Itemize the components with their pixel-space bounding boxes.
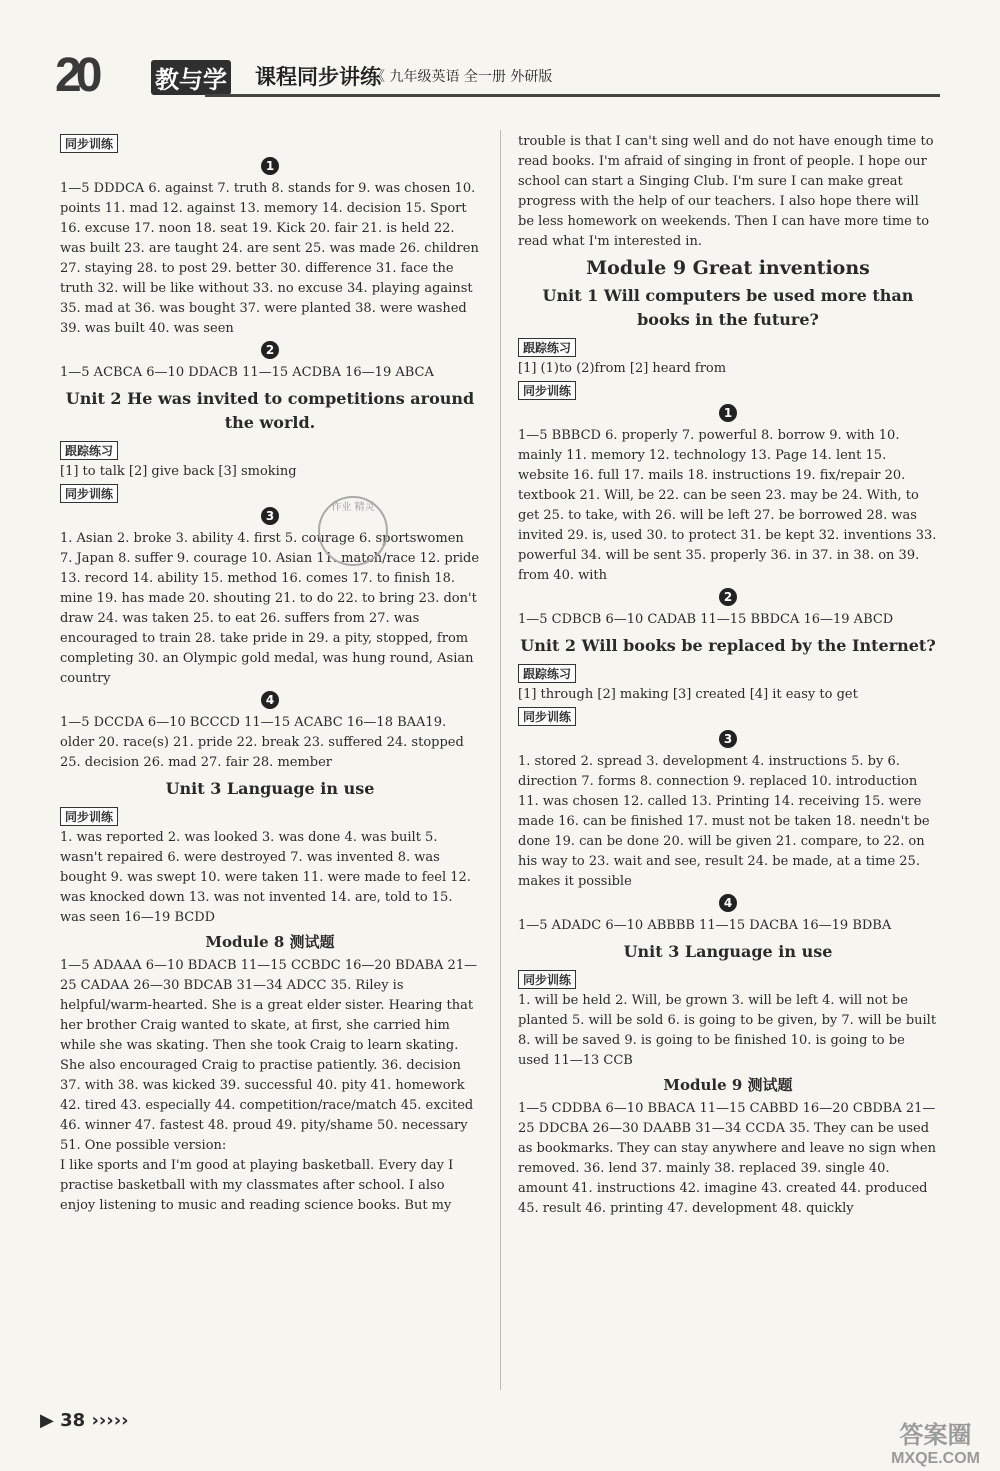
module-heading: Module 9 Great inventions (586, 257, 870, 279)
exercise-number-badge: 2 (719, 588, 737, 606)
section-tag: 跟踪练习 (518, 664, 576, 683)
exercise-number-badge: 3 (719, 730, 737, 748)
unit-heading: Unit 1 Will computers be used more than books in the future? (542, 286, 914, 329)
section-tag: 同步训练 (518, 707, 576, 726)
exercise-number-badge: 4 (719, 894, 737, 912)
unit-heading: Unit 3 Language in use (623, 942, 833, 961)
answer-text: 1—5 ADAAA 6—10 BDACB 11—15 CCBDC 16—20 BDABA 21—25 CADAA 26—30 BDCAB 31—34 ADCC 35. Riley is helpful/warm-hearted. She is a great elder sister. Hearing that her brother Craig wanted to skate, at first, she carried him while she was skating. Then she took Craig to learn skating. She also encouraged Craig to practise patiently. 36. decision 37. with 38. was kicked 39. successful 40. pity 41. homework 42. tired 43. especially 44. competition/race/match 45. excited 46. winner 47. fastest 48. proud 49. pity/shame 50. necessary 51. One possible version: (60, 958, 478, 1153)
page-header (55, 48, 940, 102)
watermark (891, 1415, 980, 1468)
column-divider (500, 130, 501, 1390)
section-tag: 同步训练 (518, 381, 576, 400)
section-tag: 同步训练 (60, 134, 118, 153)
unit-heading: Unit 3 Language in use (165, 779, 375, 798)
watermark-url: MXQE.COM (891, 1450, 980, 1467)
answer-text: 1—5 DDDCA 6. against 7. truth 8. stands for 9. was chosen 10. points 11. mad 12. against 13. memory 14. decision 15. Sport 16. excuse 17. noon 18. seat 19. Kick 20. fair 21. is held 22. was built 23. are taught 24. are sent 25. was made 26. children 27. staying 28. to post 29. better 30. difference 31. face the truth 32. will be like without 33. no excuse 34. playing against 35. mad at 36. was bought 37. were planted 38. were washed 39. was built 40. was seen (60, 181, 479, 336)
watermark-logo: 答案圈 (899, 1422, 972, 1449)
answer-text: 1—5 DCCDA 6—10 BCCCD 11—15 ACABC 16—18 BAA19. older 20. race(s) 21. pride 22. break 23. suffered 24. stopped 25. decision 26. mad 27. fair 28. member (60, 715, 464, 770)
page-footer: ▶ 38 ››››› (40, 1410, 129, 1431)
right-column (518, 132, 938, 1219)
test-heading: Module 9 测试题 (663, 1076, 793, 1094)
test-heading: Module 8 测试题 (205, 933, 335, 951)
answer-text: 1. stored 2. spread 3. development 4. instructions 5. by 6. direction 7. forms 8. connection 9. replaced 10. introduction 11. was chosen 12. called 13. Printing 14. receiving 15. were made 16. can be finished 17. must not be taken 18. needn't be done 19. can be done 20. will be given 21. compare, to 22. on his way to 23. wait and see, result 24. be made, at a time 25. makes it possible (518, 754, 930, 889)
answer-text: 1—5 CDDBA 6—10 BBACA 11—15 CABBD 16—20 CBDBA 21—25 DDCBA 26—30 DAABB 31—34 CCDA 35. They can be used as bookmarks. They can stay anywhere and leave no sign when removed. 36. lend 37. mainly 38. replaced 39. single 40. amount 41. instructions 42. imagine 43. created 44. produced 45. result 46. printing 47. development 48. quickly (518, 1101, 936, 1216)
left-column (60, 132, 480, 1216)
answer-text: I like sports and I'm good at playing basketball. Every day I practise basketball with my classmates after school. I also enjoy listening to music and reading science books. But my (60, 1158, 454, 1213)
exercise-number-badge: 3 (261, 507, 279, 525)
logo-number: 20 (55, 49, 97, 102)
exercise-number-badge: 4 (261, 691, 279, 709)
answer-text: [1] through [2] making [3] created [4] it easy to get (518, 687, 858, 702)
section-tag: 同步训练 (60, 484, 118, 503)
page-number: 38 (60, 1410, 86, 1431)
answer-text: [1] to talk [2] give back [3] smoking (60, 464, 297, 479)
answer-text: trouble is that I can't sing well and do not have enough time to read books. I'm afraid of singing in front of people. I hope our school can start a Singing Club. I'm sure I can make great progress with the help of our teachers. I also hope there will be less homework on weekends. Then I can have more time to read what I'm interested in. (518, 134, 934, 249)
unit-heading: Unit 2 He was invited to competitions around the world. (65, 389, 475, 432)
answer-text: 1—5 CDBCB 6—10 CADAB 11—15 BBDCA 16—19 ABCD (518, 612, 894, 627)
stamp: 作业 精灵 (318, 496, 388, 566)
answer-text: 1. will be held 2. Will, be grown 3. will be left 4. will not be planted 5. will be sold 6. is going to be given, by 7. will be built 8. will be saved 9. is going to be finished 10. is going to be used 11—13 CCB (518, 993, 937, 1068)
header-rule (205, 94, 940, 97)
section-tag: 同步训练 (60, 807, 118, 826)
book-meta: 《 九年级英语 全一册 外研版 (371, 69, 553, 85)
section-tag: 同步训练 (518, 970, 576, 989)
exercise-number-badge: 1 (719, 404, 737, 422)
answer-text: 1. was reported 2. was looked 3. was done 4. was built 5. wasn't repaired 6. were destroyed 7. was invented 8. was bought 9. was swept 10. were taken 11. were made to feel 12. was knocked down 13. was not invented 14. are, told to 15. was seen 16—19 BCDD (60, 830, 471, 925)
section-tag: 跟踪练习 (518, 338, 576, 357)
unit-heading: Unit 2 Will books be replaced by the Internet? (520, 636, 936, 655)
answer-text: 1—5 ACBCA 6—10 DDACB 11—15 ACDBA 16—19 ABCA (60, 365, 434, 380)
section-tag: 跟踪练习 (60, 441, 118, 460)
course-title: 课程同步讲练 (255, 65, 381, 89)
answer-text: 1—5 BBBCD 6. properly 7. powerful 8. borrow 9. with 10. mainly 11. memory 12. technology 13. Page 14. lent 15. website 16. full 17. mails 18. instructions 19. fix/repair 20. textbook 21. Will, be 22. can be seen 23. may be 24. With, to get 25. to take, with 26. will be left 27. be borrowed 28. was invited 29. is, used 30. to protect 31. be kept 32. inventions 33. powerful 34. will be sent 35. properly 36. in 37. in 38. on 39. from 40. with (518, 428, 937, 583)
answer-text: 1—5 ADADC 6—10 ABBBB 11—15 DACBA 16—19 BDBA (518, 918, 892, 933)
answer-text: 1. Asian 2. broke 3. ability 4. first 5. courage 6. sportswomen 7. Japan 8. suffer 9. courage 10. Asian 11. match/race 12. pride 13. record 14. ability 15. method 16. comes 17. to finish 18. mine 19. has made 20. shouting 21. to do 22. to bring 23. don't draw 24. was taken 25. to eat 26. suffers from 27. was encouraged to train 28. take pride in 29. a pity, stopped, from completing 30. an Olympic gold medal, was hung round, Asian country (60, 531, 480, 686)
exercise-number-badge: 2 (261, 341, 279, 359)
answer-text: [1] (1)to (2)from [2] heard from (518, 361, 727, 376)
exercise-number-badge: 1 (261, 157, 279, 175)
brand-name: 教与学 (151, 60, 231, 95)
